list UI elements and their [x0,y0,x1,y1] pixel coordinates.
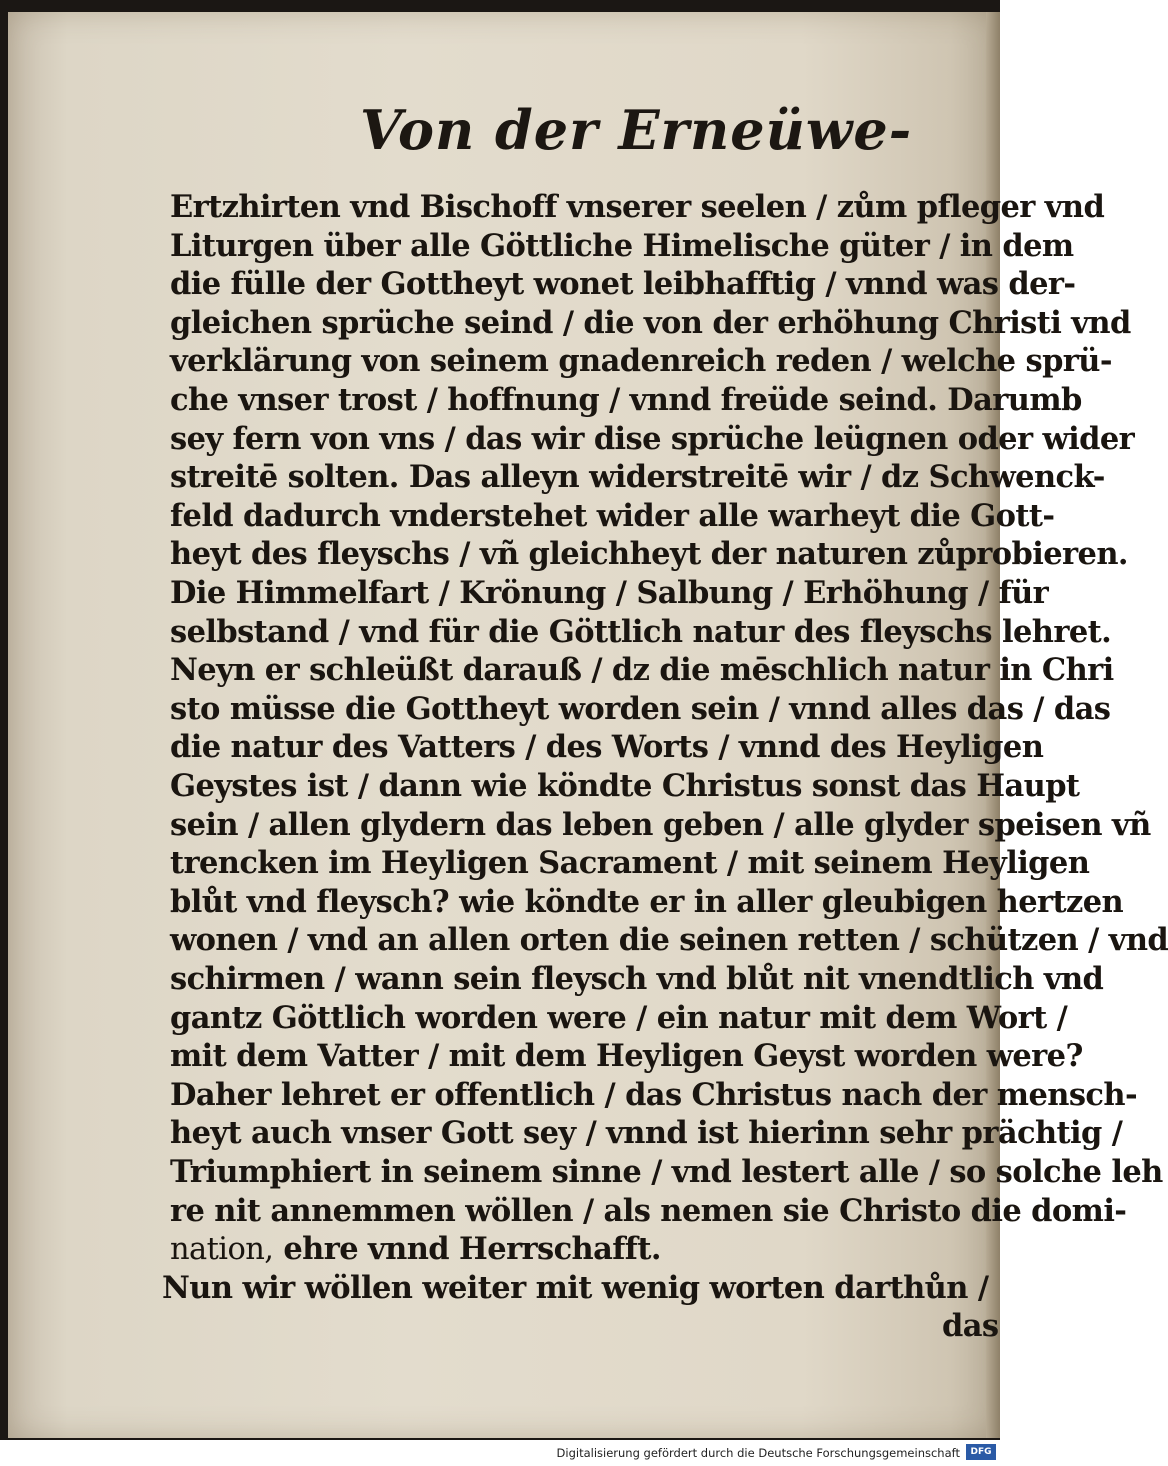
text-line: die natur des Vatters / des Worts / vnnd des Heyligen [170,729,1044,766]
text-line: che vnser trost / hoffnung / vnnd freüde seind. Darumb [170,382,1082,418]
text-line: blůt vnd fleysch? wie köndte er in aller gleubigen hertzen [170,883,1124,920]
text-line: mit dem Vatter / mit dem Heyligen Geyst worden were? [170,1038,1083,1075]
running-head: Von der Erneüwe- [360,98,913,162]
text-line: Die Himmelfart / Krönung / Salbung / Erhöhung / für [170,575,1049,611]
text-line: Liturgen über alle Göttliche Himelische güter / in dem [170,227,1074,264]
text-line: heyt auch vnser Gott sey / vnnd ist hierinn sehr prächtig / [170,1115,1123,1152]
text-line: verklärung von seinem gnadenreich reden / welche sprü- [170,343,1112,380]
latin-text: nation, [170,1232,274,1268]
text-line: trencken im Heyligen Sacrament / mit seinem Heyligen [170,845,1090,882]
text-line: heyt des fleyschs / vñ gleichheyt der naturen zůprobieren. [170,536,1128,573]
text-line: streitē solten. Das alleyn widerstreitē wir / dz Schwenck- [170,459,1105,496]
text-line: sey fern von vns / das wir dise sprüche leügnen oder wider [170,420,1135,457]
text-line: die fülle der Gottheyt wonet leibhafftig / vnnd was der- [170,266,1076,303]
digitization-credit: Digitalisierung gefördert durch die Deutsche Forschungsgemeinschaft [556,1446,960,1460]
paragraph-line: Nun wir wöllen weiter mit wenig worten darthůn / [162,1269,989,1306]
text-line [170,1232,661,1266]
text-line: gantz Göttlich worden were / ein natur mit dem Wort / [170,999,1068,1036]
text-line: Neyn er schleüßt darauß / dz die mēschlich natur in Chri [170,652,1114,689]
text-line: feld dadurch vnderstehet wider alle warheyt die Gott- [170,497,1055,534]
text-line: gleichen sprüche seind / die von der erhöhung Christi vnd [170,304,1131,341]
dfg-logo: DFG [966,1444,996,1460]
text-line: selbstand / vnd für die Göttlich natur des fleyschs lehret. [170,613,1112,650]
catchword: das [942,1308,999,1345]
text-line: Daher lehret er offentlich / das Christus nach der mensch- [170,1076,1138,1113]
text-line: wonen / vnd an allen orten die seinen retten / schützen / vnd [170,922,1168,959]
fraktur-text: ehre vnnd Herrschafft. [273,1231,661,1268]
text-line: Triumphiert in seinem sinne / vnd lestert alle / so solche leh [170,1154,1163,1190]
footer [0,1440,1000,1466]
text-line: re nit annemmen wöllen / als nemen sie Christo die domi- [170,1192,1127,1229]
text-line: sto müsse die Gottheyt worden sein / vnnd alles das / das [170,690,1111,727]
text-line: Ertzhirten vnd Bischoff vnserer seelen / zům pfleger vnd [170,189,1105,225]
text-line: schirmen / wann sein fleysch vnd blůt nit vnendtlich vnd [170,961,1104,997]
text-line: Geystes ist / dann wie köndte Christus sonst das Haupt [170,768,1080,804]
text-line: sein / allen glydern das leben geben / alle glyder speisen vñ [170,806,1151,843]
